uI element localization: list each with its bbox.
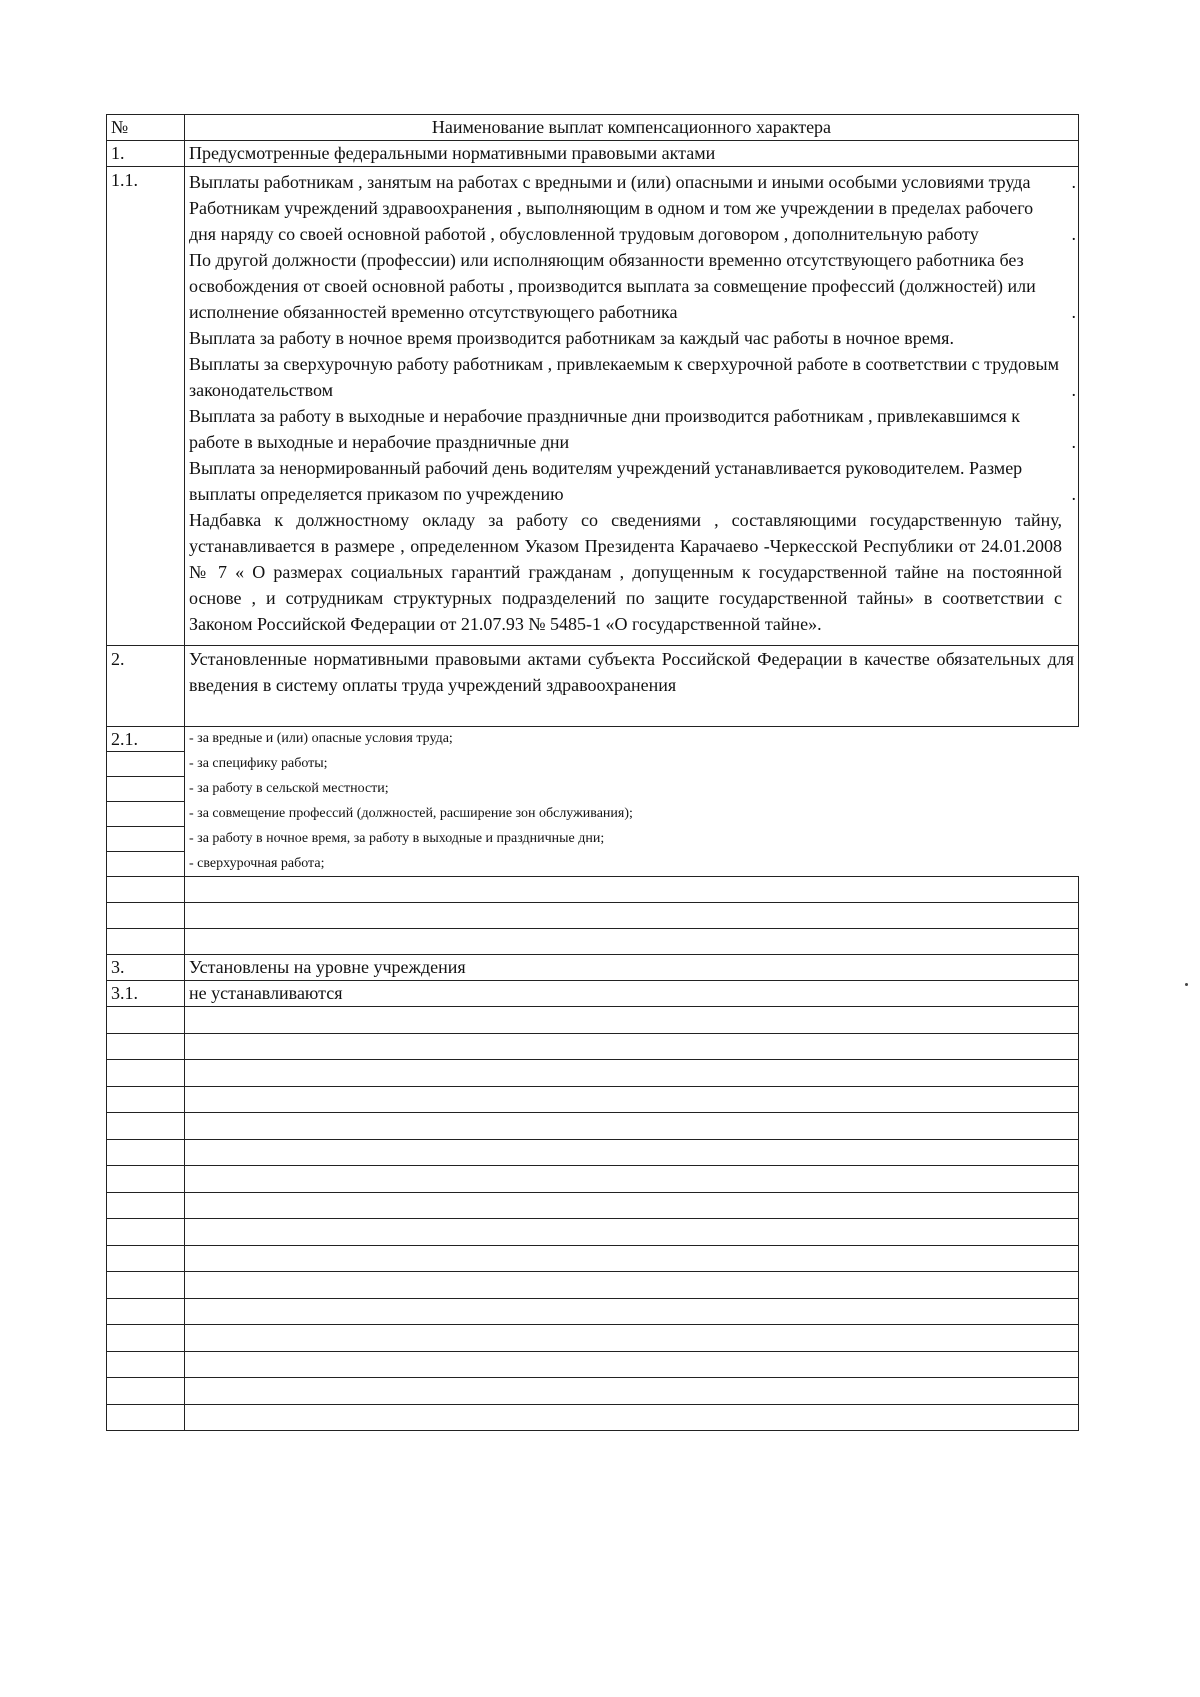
section-1-row xyxy=(107,141,1079,167)
table-row xyxy=(107,1060,1079,1087)
section-2-number: 2. xyxy=(107,646,185,727)
section-2-row xyxy=(107,646,1079,727)
section-1-1-number: 1.1. xyxy=(107,167,185,646)
section-3-number: 3. xyxy=(107,955,185,981)
list-item: - за работу в сельской местности; xyxy=(185,777,1079,802)
table-row xyxy=(107,1325,1079,1352)
compensation-payments-table xyxy=(106,114,1079,1431)
header-number-cell: № xyxy=(107,115,185,141)
table-row xyxy=(107,777,1079,802)
section-3-1-title: не устанавливаются xyxy=(185,981,1079,1007)
section-2-1-number: 2.1. xyxy=(107,727,185,752)
section-1-title: Предусмотренные федеральными нормативными правовыми актами xyxy=(185,141,1079,167)
section-3-title: Установлены на уровне учреждения xyxy=(185,955,1079,981)
paragraph: Выплаты работникам , занятым на работах с вредными и (или) опасными и иными особыми условиями труда . xyxy=(189,172,1076,192)
paragraph: Работникам учреждений здравоохранения , выполняющим в одном и том же учреждении в пределах рабочего дня наряду со своей основной работой , обусловленной трудовым договором , дополнительную работу . xyxy=(189,198,1076,244)
paragraph: Выплата за работу в ночное время производится работникам за каждый час работы в ночное время. xyxy=(189,328,954,348)
table-row xyxy=(107,1007,1079,1034)
table-row xyxy=(107,1139,1079,1166)
table-row xyxy=(107,877,1079,903)
table-row xyxy=(107,1113,1079,1140)
section-1-number: 1. xyxy=(107,141,185,167)
header-title-cell: Наименование выплат компенсационного характера xyxy=(185,115,1079,141)
table-row xyxy=(107,903,1079,929)
table-row xyxy=(107,1272,1079,1299)
paragraph: Выплата за ненормированный рабочий день водителям учреждений устанавливается руководителем. Размер выплаты определяется приказом по учреждению . xyxy=(189,458,1076,504)
table-row xyxy=(107,852,1079,877)
section-1-1-body xyxy=(185,167,1079,646)
table-row xyxy=(107,1298,1079,1325)
paragraph: Выплаты за сверхурочную работу работникам , привлекаемым к сверхурочной работе в соответствии с трудовым законодательством . xyxy=(189,354,1076,400)
table-row xyxy=(107,1166,1079,1193)
section-2-title: Установленные нормативными правовыми актами субъекта Российской Федерации в качестве обязательных для введения в систему оплаты труда учреждений здравоохранения xyxy=(185,646,1079,727)
table-row xyxy=(107,752,1079,777)
table-row xyxy=(107,1219,1079,1246)
table-header-row xyxy=(107,115,1079,141)
section-3-row xyxy=(107,955,1079,981)
section-1-1-row xyxy=(107,167,1079,646)
table-row xyxy=(107,1378,1079,1405)
list-item: - за совмещение профессий (должностей, расширение зон обслуживания); xyxy=(185,802,1079,827)
section-2-1-row xyxy=(107,727,1079,752)
list-item: - за вредные и (или) опасные условия труда; xyxy=(185,727,1079,752)
table-row xyxy=(107,1033,1079,1060)
table-row xyxy=(107,802,1079,827)
table-row xyxy=(107,1245,1079,1272)
table-row xyxy=(107,1086,1079,1113)
scan-speck xyxy=(1185,983,1188,986)
paragraph: Выплата за работу в выходные и нерабочие праздничные дни производится работникам , привлекавшимся к работе в выходные и нерабочие праздничные дни . xyxy=(189,406,1076,452)
section-3-1-row xyxy=(107,981,1079,1007)
table-row xyxy=(107,1351,1079,1378)
list-item: - за специфику работы; xyxy=(185,752,1079,777)
paragraph: По другой должности (профессии) или исполняющим обязанности временно отсутствующего работника без освобождения от своей основной работы , производится выплата за совмещение профессий (должностей) или исполнение обязанностей временно отсутствующего работника . xyxy=(189,250,1076,322)
table-row xyxy=(107,1192,1079,1219)
table-row xyxy=(107,929,1079,955)
list-item: - сверхурочная работа; xyxy=(185,852,1079,877)
table-row xyxy=(107,827,1079,852)
list-item: - за работу в ночное время, за работу в выходные и праздничные дни; xyxy=(185,827,1079,852)
table-row xyxy=(107,1404,1079,1431)
section-3-1-number: 3.1. xyxy=(107,981,185,1007)
paragraph: Надбавка к должностному окладу за работу со сведениями , составляющими государственную тайну, устанавливается в размере , определенном Указом Президента Карачаево -Черкесской Республики от 24.01.2008 № 7 « О размерах социальных гарантий гражданам , допущенным к государственной тайне на постоянной основе , и сотрудникам структурных подразделений по защите государственной тайны» в соответствии с Законом Российской Федерации от 21.07.93 № 5485-1 «О государственной тайне». xyxy=(189,510,1062,634)
